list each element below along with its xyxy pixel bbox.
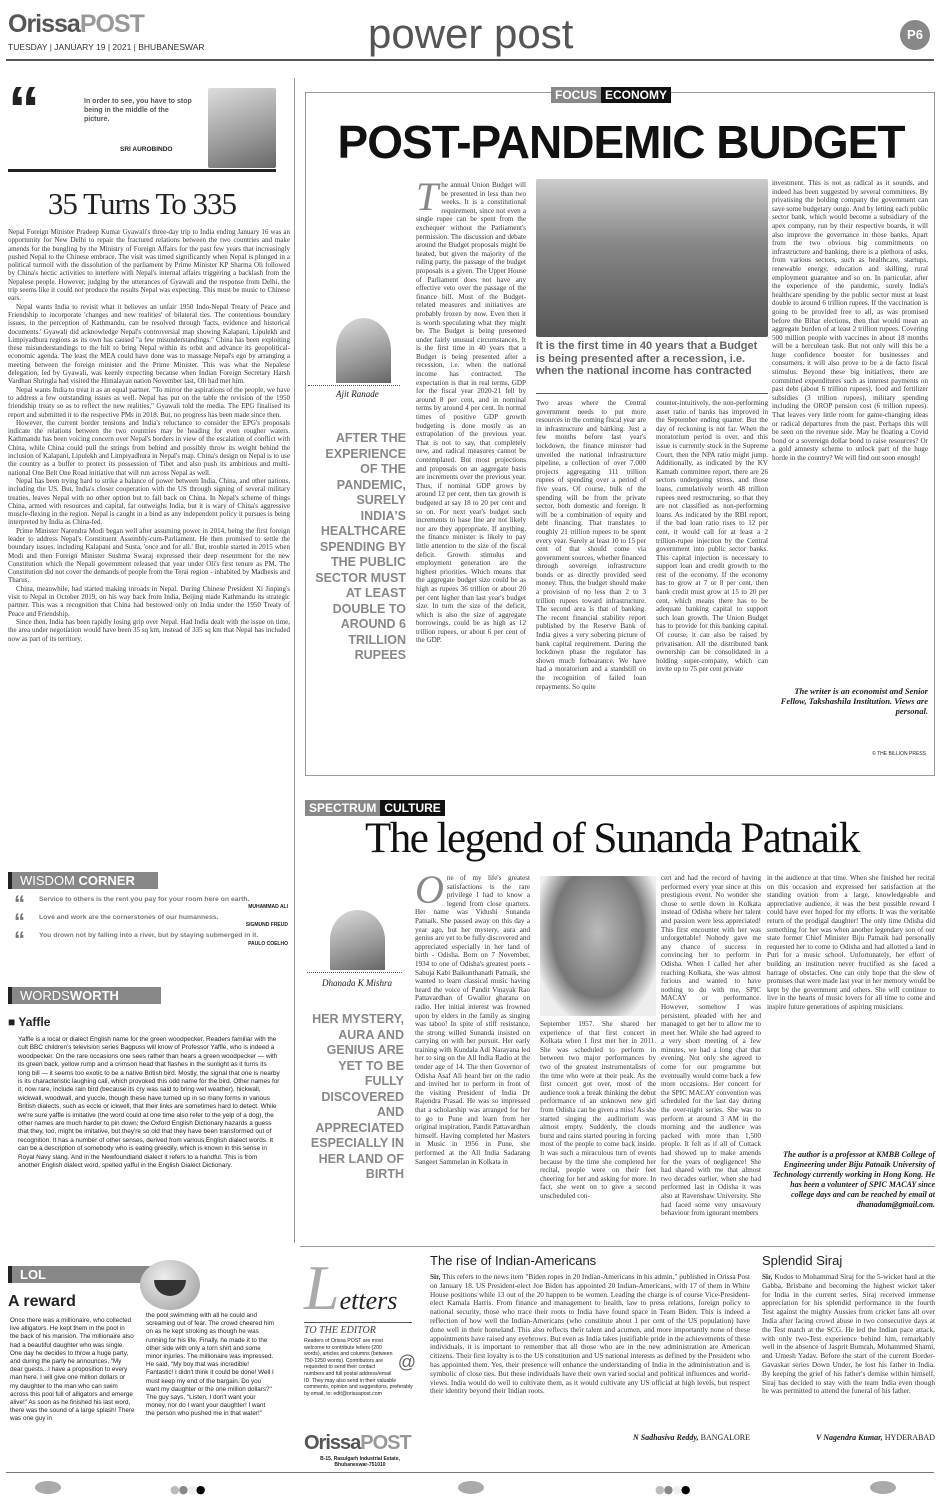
wisdom-quotes (14, 891, 288, 953)
signature-name: V Nagendra Kumar, (816, 1433, 883, 1442)
budget-col1 (416, 181, 526, 771)
patnaik-col1 (415, 874, 530, 1239)
paragraph: However, the current border tensions and India's reluctance to consider the EPG's proposals indicate the relations between the two countries may be heading for even rougher waters. Kathmandu has been voicing concern over Nepal's borders in view of the escalation of conflict with China, while China could pull the strings from behind and possibly throw its weight behind the inclusion of Kalapani, Lipulekh and Limpiyadhura in Nepal's map. China's design on Nepal is to use the country as a buffer to protect its possession of Tibet and also push its ambitious and multi-national One Belt One Road initiative that will run across Nepal as well. (8, 418, 290, 477)
paragraph: Nepal Foreign Minister Pradeep Kumar Gyawali's three-day trip to India ending January 16 was an opportunity for New Delhi to repair the fractured relations between the two countries and make amends for the bungling by the Ministry of Foreign Affairs for the past few years that increasingly pushed Nepal to the Chinese embrace. The visit was timed significantly when Nepal is plunged in a political turmoil with the dissolution of the parliament by Prime Minister KP Sharma Oli followed by China's hectic activities to interfere with Nepal's internal affairs triggering a backlash from the Nepalese people. However, judging by the utterances of Gyawali and the response from Delhi, the trip seems like it could not produce the results Nepal was expecting. This must be music to Chinese ears. (8, 228, 290, 303)
author-credit: The author is a professor at KMBB College of Engineering under Biju Patnaik University of Technology currently working in Hong Kong. He has been a volunteer of SPIC MACAY since college days and can be reached by email at dhanadam@gmail.com. (772, 1150, 935, 1209)
patnaik-headline: The legend of Sunanda Patnaik (365, 815, 859, 862)
letter-signature (430, 1433, 750, 1443)
letters-logo (304, 1252, 416, 1323)
color-bar-icon: ●●●● (170, 1483, 205, 1496)
wordsworth-word (8, 1015, 50, 1030)
logo-big-letter: L (304, 1252, 340, 1323)
paragraph: China, meanwhile, had started making inroads in Nepal. During Chinese President Xi Jinping's visit to Nepal in October 2019, on his way back from India, Beijing made Kathmandu its strategic partner. This was a recognition that China had bestowed only on India under the 1950 Treaty of Peace and Friendship. (8, 584, 290, 618)
masthead-rule (6, 59, 934, 61)
salutation: Sir, (762, 1273, 773, 1281)
sunanda-patnaik-photo (540, 876, 656, 1016)
finance-minister-photo (536, 179, 768, 337)
tag-culture: CULTURE (380, 800, 444, 816)
caption-rule (536, 393, 768, 394)
paragraph: Nepal wants India to treat it as an equal partner. "To mirror the aspirations of the people, we have to address a few outstanding issues as well. Nepal has put on the table the revision of the 1950 friendship treaty so as to reflect the new realities," Gyawali told the media. The EPG finalised its report and submitted it to the respective PMs in 2018. But, no progress has been made since then. (8, 385, 290, 419)
logo-main: Orissa (8, 10, 80, 38)
wisdom-corner-header (8, 872, 158, 889)
quote-author: SRI AUROBINDO (120, 146, 173, 153)
word: Yaffle (18, 1015, 51, 1029)
tag-spectrum: SPECTRUM (305, 800, 380, 816)
masthead (0, 0, 945, 62)
editorial-title: 35 Turns To 335 (47, 186, 237, 221)
title-light: WISDOM (20, 873, 79, 888)
intro-text: Readers of Orissa POST are most welcome to contribute letters (200 words), articles and columns (between 750-1250 words). Contributors are requested to send their contact numbers and full postal address/email ID. They may also send in their valuable comments, opinion and suggestions, preferably by email, to: edit@orissapost.com (304, 1338, 413, 1397)
wisdom-quote (14, 927, 288, 953)
color-bar-icon: ●●●● (655, 1483, 690, 1496)
logo-rest: etters (339, 1286, 398, 1315)
paragraph: Prime Minister Narendra Modi began well after assuming power in 2014, being the first foreign leader to address Nepal's Constituent Assembly-cum-Parliament. He then promised to settle the boundary issues, including Kalapani and Susta, 'once and for all.' But, trouble started in 2015 when Modi and then Foreign Minister Sushma Swaraj expressed their deep resentment for the new Constitution which the Nepali government released that year under Oli's first tenure as PM. The Constitution did not cover the demands of people from the Terai region - inhabited by Madhesis and Tharus. (8, 526, 290, 585)
signature-city: HYDERABAD (884, 1433, 935, 1442)
budget-article (305, 88, 935, 776)
writer-credit: The writer is an economist and Senior Fellow, Takshashila Institution. Views are personal. (780, 686, 928, 716)
logo-main: Orissa (304, 1432, 361, 1454)
title-bold: CORNER (78, 873, 135, 888)
section-title: power post (368, 10, 574, 57)
copyright: © THE BILLION PRESS (872, 751, 926, 757)
lol-header: LOL (8, 1266, 153, 1283)
author-name: Ajit Ranade (336, 389, 379, 399)
letter-title: Splendid Siraj (762, 1253, 843, 1268)
drop-cap: O (415, 874, 444, 912)
patnaik-col3: cert and had the record of having performed every year since at this prestigious event. No wonder she chose to settle down in Kolkata instead of Odisha where her talent and passion were less appreciated! This first encounter with her was unforgettable! Nobody gave me any chance of success in convincing her to perform in Odisha. When I called her after reaching Kolkata, she was almost furious and wanted to have nothing to do with me, SPIC MACAY or performance. However, somehow I was persistent, pleaded with her and managed to get her to allow me to meet her. While she had agreed to a very short meeting of a few minutes, we had a long chat that evening. Not only she agreed to come for our programme but eventually would come back a few more occasions. Her concert for the SPIC MACAY convention was scheduled for the last day during the over-night series. She was to perform at around 3 AM in the morning and the audience was packed with more than 1,500 people. It felt as if all of Cuttack had showed up to make amends for the years of negligence! She had shared with me that almost two decades earlier, when she had performed last in Odisha it was also at Ravenshaw University. She had faced some very unsavoury behaviour from ignorant members (661, 874, 761, 1218)
lol-text-col2: the pool swimming with all he could and screaming out of fear. The crowd cheered him on as he kept stroking as though he was running for his life. Finally, he made it to the other side with only a torn shirt and some minor injuries. The millionaire was impressed. He said, "My boy that was incredible! Fantastic! I didn't think it could be done! Well I must keep my end of the bargain. Do you want my daughter or the one million dollars?" The guy says, "Listen, I don't want your money, nor do I want your daughter! I want the person who pushed me in that water!" (146, 1312, 274, 1418)
wordsworth-header (8, 987, 161, 1004)
letters-address: B-15, Rasulgarh Industrial Estate, Bhubaneswar-751010 (320, 1456, 400, 1468)
quote-author: SIGMUND FREUD (245, 922, 288, 929)
quote-mark-icon: “ (14, 909, 25, 935)
drop-cap: T (416, 181, 439, 219)
title-light: WORDS (20, 988, 70, 1003)
letter-signature (762, 1433, 935, 1443)
registration-mark-icon (35, 1481, 61, 1494)
budget-col4: investment. This is not as radical as it sounds, and indeed has been suggested by several committees. By privatising the holding company the government can save some budgetary outgo. And by letting each public sector bank, which would become a subsidiary of the apex company, run by their respective boards, it will also improve the governance in those banks. Apart from the two obvious big commitments on infrastructure and banking, there is a plethora of asks, from various sectors, such as healthcare, startups, renewable energy, education and skilling, rural employment guarantee and so on. In particular, after the experience of the pandemic, surely India's healthcare spending by the public sector must at least double to around 6 trillion rupees. If the vaccination is going to be provided free to all, as was promised before the Bihar elections, then that would mean an aggregate burden of at least 2 trillion rupees. Covering 500 million people with vaccines in about 18 months will be a herculean task. But not only will this be a huge confidence booster for businesses and consumers, it will also prove to be a de facto fiscal stimulus. Beyond these big initiatives, there are committed expenditures such as interest payments on past debt (about 6 trillion rupees), food and fertilizer subsidies (3 trillion rupees), military spending including the OROP pension cost (6 trillion rupees). That leaves very little room for game-changing ideas or radical departures from the past. Perhaps this will be seen on the revenue side. May be floating a Covid bond or a sovereign dollar bond to raise resources? Or a gold amnesty scheme to unlock part of the huge horde in the country? We will find out soon enough! (772, 179, 928, 462)
paragraph: Since then, India has been rapidly losing grip over Nepal. Had India dealt with the issue on time, the area under negotiation would have been 35 sq km, instead of 335 sq km that Nepal has included now as part of its territory. (8, 617, 290, 643)
letters-intro (304, 1338, 416, 1397)
author-photo (336, 318, 391, 383)
paragraph: Nepal wants India to revisit what it believes an unfair 1950 Indo-Nepal Treaty of Peace and Friendship to incorporate 'changes and new realities' of bilateral ties. The contentious boundary issues, in the perception of Kathmandu, can be resolved through 'facts, evidence and historical documents.' Gyawali did acknowledge Nepal's controversial map showing Kalapani, Lipulekh and Limpiyadhura regions as its own has caused "a few misunderstandings." China has been exploiting these misunderstandings to the hilt to bring Nepal within its orbit and advance its geopolitical-economic agenda. The least the MEA could have done was to massage Nepal's ego by arranging a meeting between the foreign minister and the Prime Minister. This was what the Nepalese delegation, led by Gyawali, was keenly expecting because when Indian Foreign Secretary Harsh Vardhan Shringla had visited the Himalayan nation November last, Oli had met him. (8, 302, 290, 386)
wordsworth-definition: Yaffle is a local or dialect English name for the green woodpecker. Readers familiar with the cult BBC children's television series Bagpuss will know of Professor Yaffle, who is indeed a woodpecker. On the rare occasions one sees rather than hears a green woodpecker — with its green back, yellow rump and a crimson head that flashes in the sunlight as it turns its long bill — it seems too exotic to be a native British bird. Mostly, the signal that one is nearby is its characteristic laughing call, which provoked this odd name for the bird. Other names for it, now rare, include rain bird (because its cry was said to bring wet weather), hickwall, wickwall, woodwall, and yuccle, though these have turned up in so many forms in various British dialects, such as eccle or ickwell, that their links are sometimes hard to detect. While we're sure yaffle is imitative (the word could at one time also refer to the yelp of a dog), the other names are much harder to pin down; the Oxford English Dictionary hazards a guess that they, too, might be imitative, but they're so old that they have been transformed out of recognition. It has a number of other senses, derived from various English dialect words. It can be a description of somebody who is eating greedily, which is known in this sense in Royal Navy slang. And in the Newfoundland dialect it refers to a handful. This is from another English dialect word, spelled yafful in the English Dialect Dictionary. (18, 1036, 280, 1170)
section-tag (551, 84, 671, 103)
wisdom-quote (14, 891, 288, 916)
quote-text: Love and work are the cornerstones of our humanness. (39, 914, 219, 922)
letter-body (430, 1273, 750, 1423)
quote-author: PAULO COELHO (248, 940, 288, 947)
tag-economy: ECONOMY (601, 87, 671, 103)
author-photo (330, 910, 385, 970)
letters-top-rule (300, 1246, 935, 1247)
aurobindo-photo (208, 88, 276, 168)
budget-col3: counter-intuitively, the non-performing asset ratio of banks has improved in the September ending quarter. But the day of reckoning is not far. When the moratorium period is over, and this issue is currently stuck in the Supreme Court, then the NPA ratio might jump. Additionally, as indicated by the KV Kamath committee report, there are 26 sectors undergoing stress, and those loans, cumulatively worth 48 trillion rupees need restructuring, so that they are not classified as non-performing loans. As indicated by the RBI report, if the bad loan ratio rises to 12 per cent, it would call for at least a 2 trillion-rupee injection by the Central government into public sector banks. This capital injection is necessary to support loan and credit growth to the rest of the economy. If the economy has to grow at 7 or 8 per cent, then bank credit must grow at 15 to 20 per cent, which means there has to be adequate banking capital to support such loan growth. The Union Budget has to provide for this banking capital. Of course, it can also be raised by privatisation. All the distributed bank ownership can be consolidated in a holding super-company, which can invite up to 75 per cent private (656, 399, 768, 674)
budget-headline: POST-PANDEMIC BUDGET (337, 116, 905, 168)
pullquote: HER MYSTERY, AURA AND GENIUS ARE YET TO BE FULLY DISCOVERED AND APPRECIATED ESPECIALLY IN HER LAND OF BIRTH (310, 1012, 404, 1181)
dotted-rule (307, 972, 402, 973)
registration-mark-icon (870, 1481, 896, 1494)
dotted-rule (308, 385, 400, 386)
masthead-logo (8, 10, 144, 38)
budget-col2: Two areas where the Central government needs to put more resources in the coming fiscal year are in infrastructure and banking. Just a few months before last year's lockdown, the finance minister had unveiled the national infrastructure pipeline, a collection of over 7,000 projects aggregating 111 trillion rupees of spending over a period of five years. Of course, bulk of the spending will be from the private sector, both domestic and foreign. It will be a combination of equity and debt financing. That translates to roughly 21 trillion rupees to be spent every year. Surely at least 10 to 15 per cent of that should come via government sources, whether financed through sovereign infrastructure bonds or as directly provided seed money. Thus, the budget should make a provision of no less than 2 to 3 trillion rupees toward infrastructure. The second area is that of banking. The recent financial stability report published by the Reserve Bank of India gives a very sobering picture of bank capital requirement. During the lockdown phase the regulator has shown much forbearance. We have had a moratorium and a standstill on the recognition of failed loan repayments. So quite (536, 399, 646, 691)
editorial-body (8, 228, 290, 858)
author-name: Dhanada K Mishra (322, 978, 393, 988)
tag-focus: FOCUS (551, 87, 601, 103)
square-bullet-icon: ■ (8, 1015, 19, 1029)
quote-mark-icon: “ (14, 891, 25, 916)
quote-mark-icon: “ (8, 73, 40, 145)
page-number-badge: P6 (900, 20, 930, 50)
letter-item (430, 1253, 750, 1443)
email-at-icon: @ (397, 1352, 416, 1372)
patnaik-col4: in the audience at that time. When she finished her recital on this occasion and expressed her satisfaction at the standing ovation from a large, knowledgeable and appreciative audience, it was the best possible reward I could have ever hoped for my efforts. It was the veritable return of the prodigal daughter! The only time Odisha did something for her was when another legendary son of our state former Chief Minister Biju Patnaik had personally requested her to come to Odisha and had allotted a land in Puri for a music school. Unfortunately, her effort of building an institution never fructified as she faced a barrage of obstacles. One can only hope that the slew of promises that were made last year in her memory would be kept by the government and others. She will continue to live in the hearts of music lovers for all time to come and inspire future generations of aspiring musicians. (767, 874, 935, 1011)
pullquote: AFTER THE EXPERIENCE OF THE PANDEMIC, SURELY INDIA'S HEALTHCARE SPENDING BY THE PUBLIC SECTOR MUST AT LEAST DOUBLE TO AROUND 6 TRILLION RUPEES (315, 431, 406, 662)
letters-orissapost-logo (304, 1432, 411, 1454)
quote-author: MUHAMMAD ALI (248, 904, 288, 911)
salutation: Sir, (430, 1273, 441, 1281)
dateline: TUESDAY | JANUARY 19 | 2021 | BHUBANESWAR (8, 42, 205, 52)
lol-text-col1: Once there was a millionaire, who collected live alligators. He kept them in the pool in the back of his mansion. The millionaire also had a beautiful daughter who was single. One day he decides to throw a huge party, and during the party he announces, "My dear guests...I have a proposition to every man here. I will give one million dollars or my daughter to the man who can swim across this pool full of alligators and emerge alive!" As soon as he finished his last word, there was the sound of a large splash! There was one guy in (10, 1317, 135, 1423)
column-divider (294, 78, 295, 1243)
letters-subtitle: TO THE EDITOR (304, 1322, 412, 1337)
quote-text: You drown not by falling into a river, but by staying submerged in it. (39, 932, 259, 940)
signature-name: N Sadhasiva Reddy, (632, 1433, 699, 1442)
signature-city: BANGALORE (700, 1433, 750, 1442)
registration-mark-icon (458, 1481, 484, 1494)
quote-text: In order to see, you have to stop being in the middle of the picture. (84, 98, 192, 123)
quote-mark-icon: “ (14, 927, 25, 953)
text: ne of my life's greatest satisfactions is the rare privilege I had to know a legend from close quarters. Her name was Vidushi Sunanda Patnaik. She passed away on this day a year ago, but her mystery, aura and genius are yet to be fully discovered and appreciated especially in her land of birth - Odisha. Born on 7 November, 1934 to one of Odisha's greatest poets - Sabuja Kabi Baikunthanath Patnaik, she wanted to learn classical music having heard the voice of Pandit Vinayak Rao Pattavardhan of Gwalior gharana on radio. Her initial interest was frowned upon by elders in the family as singing was taboo! In spite of stiff resistance, the strong willed Sunanda insisted on carrying on with her pursuit. Her early training with Kundala Adi Narayana led her to sing on the All India Radio at the tender age of 14. The then Governor of Odisha Asaf Ali heard her on the radio and invited her to perform in front of the visiting President of India Dr Rajendra Prasad. He was so impressed that a scholarship was arranged for her to go to Pune and learn from her original inspiration, Pandit Pattavardhan himself. Having completed her Masters in Music in 1956 in Pune, she performed at the All India Sadarang Sangeet Sammelan in Kolkata in (415, 874, 530, 1166)
laughing-emoji-icon (140, 1260, 200, 1310)
quote-box (8, 73, 276, 172)
wisdom-quote (14, 909, 288, 935)
quote-text: Service to others is the rent you pay for your room here on earth. (39, 896, 250, 903)
title-bold: WORTH (69, 988, 119, 1003)
lol-headline: A reward (8, 1293, 76, 1310)
letter-text: This refers to the news item "Biden ropes in 20 Indian-Americans in his admin," published in Orissa Post on January 18. US President-elect Joe Biden has appointed 20 Indian-Americans, with 17 of them in White House positions while 13 out of the 20 happen to be women. Leading the charge is of course Vice-President-elect Kamala Harris. From finance and management to health, law to press relations, foreign policy to national security, those who trace their roots to India have found space in Team Biden. This is indeed a reflection of how well the Indian-Americans (who constitute about 1 per cent of the US population) have done well in their homeland. This also reflects their talent and acumen, and more importantly none of these appointments have raised any eyebrows. But even as India takes justifiable pride in the achievements of these individuals, it is important to remember that all those who are in the new administration are American citizens. Their first loyalty is to the US constitution and US national interests as defined by the President who has appointed them. Yes, their presence will enhance the understanding of India in the administration and is symbolic of close ties. But these individuals have their own varied social and political influences and world-views. India would do well to cultivate them, as it would cultivate any US official at high levels, but respect their identity beyond their Indian roots. (430, 1273, 750, 1396)
letter-body (762, 1273, 935, 1423)
letter-text: Kudos to Mohammad Siraj for the 5-wicket haul at the Gabba, Brisbane and becoming the highest wicket taker for India in the current series. Siraj received immense appreciation for his splendid performance in the fourth Test against the mighty Aussies from cricket fans all over India after facing crowd abuse in two consecutive days at the Test match at the SCG. He led the Indian pace attack, with only two-Test experience behind him, remarkably well in the absence of Jasprit Bumrah, Mohammed Shami, and Umesh Yadav. Before the start of the current Border-Gavaskar series Down Under, he lost his father in India. By keeping the grief of his father's demise within himself, Siraj has decided to stay with the team India even though he was permitted to attend the funeral of his father. (762, 1273, 935, 1396)
footer-rule (6, 1472, 934, 1473)
paragraph: Nepal has been trying hard to strike a balance of power between India, China, and other nations, including the US. But, India's closer cooperation with the US through signing of several military treaties, leaves Nepal with no other option but to fall back on China. In Nepal's scheme of things China, armed with resources and capital, far outweighs India, but it is wary of China's aggressive muscle-flexing in the region. Nepal is caught in a bind as any independent policy it pursues is being interpreted by India as China-fed. (8, 476, 290, 527)
letter-title: The rise of Indian-Americans (430, 1253, 597, 1268)
logo-accent: POST (360, 1432, 411, 1454)
letter-item (762, 1253, 935, 1443)
logo-accent: POST (79, 10, 144, 38)
text: he annual Union Budget will be presented in less than two weeks. It is a constitutional requirement, since not even a single rupee can be spent from the exchequer without the Parliament's permission. The discussion and debate around the Budget proposals might be heated, but given the majority of the ruling party, the passage of the budget proposals is a given. The Upper House of Parliament does not have any effective veto over the passage of the finance bill. Most of the Budget-related measures and initiatives are probably frozen by now. Even then it is worth speculating what they might be. The Budget is being presented under fairly unusual circumstances. It is the first time in 40 years that a Budget is being presented after a recession, i.e. when the national income has contracted. The expectation is that in real terms, GDP for the fiscal year 2020-21 fell by around 8 per cent, and in nominal terms by around 4 per cent. In normal times of positive GDP growth budgeting is done mostly as an extrapolation of the previous year. That is not to say, that completely new, and radical measures cannot be contemplated. But most projections and proposals on an aggregate basis are increments over the previous year. Thus, if nominal GDP grows by around 12 per cent, then tax growth is budgeted at say 18 to 20 per cent and so on. For next year's budget such increments to base line are not likely nor are they appropriate. If anything, the finance minister is likely to pay little attention to the size of the fiscal deficit. Growth stimulus and employment generation are the highest priorities. Which means that the aggregate budget size could be as high as rupees 36 trillion or about 20 per cent higher than last year's budget size. In turn the size of the deficit, which is also the size of aggregate borrowings, could be as high as 12 trillion rupees, or about 6 per cent of the GDP. (416, 181, 526, 645)
photo-caption: It is the first time in 40 years that a Budget is being presented after a recession, i.e. when the national income has contracted (536, 340, 758, 377)
patnaik-col2: September 1957. She shared her experience of that first concert in Kolkata when I first met her in 2011. She was scheduled to perform in between two major performances by two of the greatest instrumentalists of the time who were at their peak. As the first concert got over, most of the audience took a break thinking the debut performance of an unknown new girl from Odisha can be given a miss! As she started singing the auditorium was almost empty. Suddenly, the clouds burst and rains started pouring in forcing most of the people to come back inside. It was such a miraculous turn of events because by the time she completed her recital, people were on their feet cheering for her and asking for more. In fact, she went on to give a second unscheduled con- (540, 1020, 656, 1200)
